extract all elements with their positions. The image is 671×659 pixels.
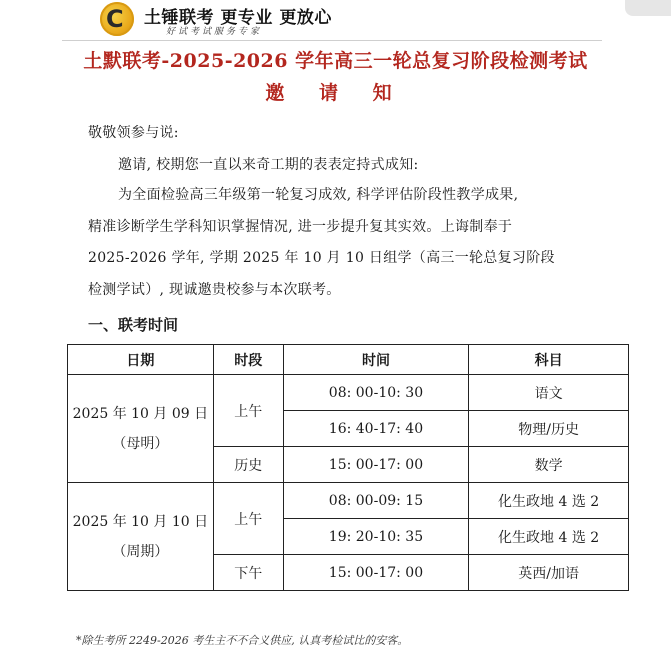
subject-cell: 英西/加语 — [469, 555, 629, 591]
time-cell: 15: 00-17: 00 — [283, 555, 469, 591]
document-subtitle: 邀 请 知 — [265, 82, 406, 104]
subject-cell: 数学 — [469, 447, 629, 483]
time-cell: 19: 20-10: 35 — [283, 519, 469, 555]
salutation: 敬敬领参与说: — [88, 125, 179, 141]
brand-tagline: 好试考试服务专家 — [166, 27, 263, 37]
body-line: 检测学试）, 现诚邀贵校参与本次联考。 — [88, 282, 341, 298]
brand-header — [100, 2, 340, 38]
date-text: 2025 年 10 月 09 日 — [72, 405, 209, 422]
section-heading: 一、联考时间 — [88, 316, 179, 334]
header-time: 时间 — [283, 345, 469, 375]
subject-cell: 物理/历史 — [469, 411, 629, 447]
header-divider — [62, 40, 602, 41]
body-line: 邀请, 校期您一直以来奇工期的表表定持式成知: — [118, 157, 419, 173]
schedule-table — [67, 344, 629, 591]
table-row — [68, 483, 629, 519]
weekday-text: （母明） — [112, 435, 169, 452]
period-cell: 上午 — [213, 483, 283, 555]
weekday-text: （周期） — [112, 543, 169, 560]
period-cell: 历史 — [213, 447, 283, 483]
date-cell — [68, 375, 214, 483]
period-cell: 上午 — [213, 375, 283, 447]
subject-cell: 语文 — [469, 375, 629, 411]
table-row — [68, 375, 629, 411]
brand-logo-icon: C — [100, 2, 134, 36]
body-line: 2025-2026 学年, 学期 2025 年 10 月 10 日组学（高三一轮总复习阶段 — [88, 250, 555, 266]
brand-slogan: 土锤联考 更专业 更放心 — [144, 8, 332, 28]
time-cell: 08: 00-10: 30 — [283, 375, 469, 411]
document-title: 土默联考-2025-2026 学年高三一轮总复习阶段检测考试 — [83, 50, 588, 72]
subject-cell: 化生政地 4 选 2 — [469, 483, 629, 519]
time-cell: 15: 00-17: 00 — [283, 447, 469, 483]
table-header-row — [68, 345, 629, 375]
corner-overlay — [625, 0, 671, 16]
time-cell: 08: 00-09: 15 — [283, 483, 469, 519]
header-period: 时段 — [213, 345, 283, 375]
date-cell — [68, 483, 214, 591]
header-date: 日期 — [68, 345, 214, 375]
period-cell: 下午 — [213, 555, 283, 591]
time-cell: 16: 40-17: 40 — [283, 411, 469, 447]
body-line: 精准诊断学生学科知识掌握情况, 进一步提升复其实效。上诲制奉于 — [88, 219, 513, 235]
body-line: 为全面检验高三年级第一轮复习成效, 科学评估阶段性教学成果, — [118, 187, 519, 203]
subject-cell: 化生政地 4 选 2 — [469, 519, 629, 555]
header-subject: 科目 — [469, 345, 629, 375]
date-text: 2025 年 10 月 10 日 — [72, 513, 209, 530]
footnote: *除生考所 2249-2026 考生主不不合义供应, 认真考检试比的安客。 — [76, 634, 409, 647]
